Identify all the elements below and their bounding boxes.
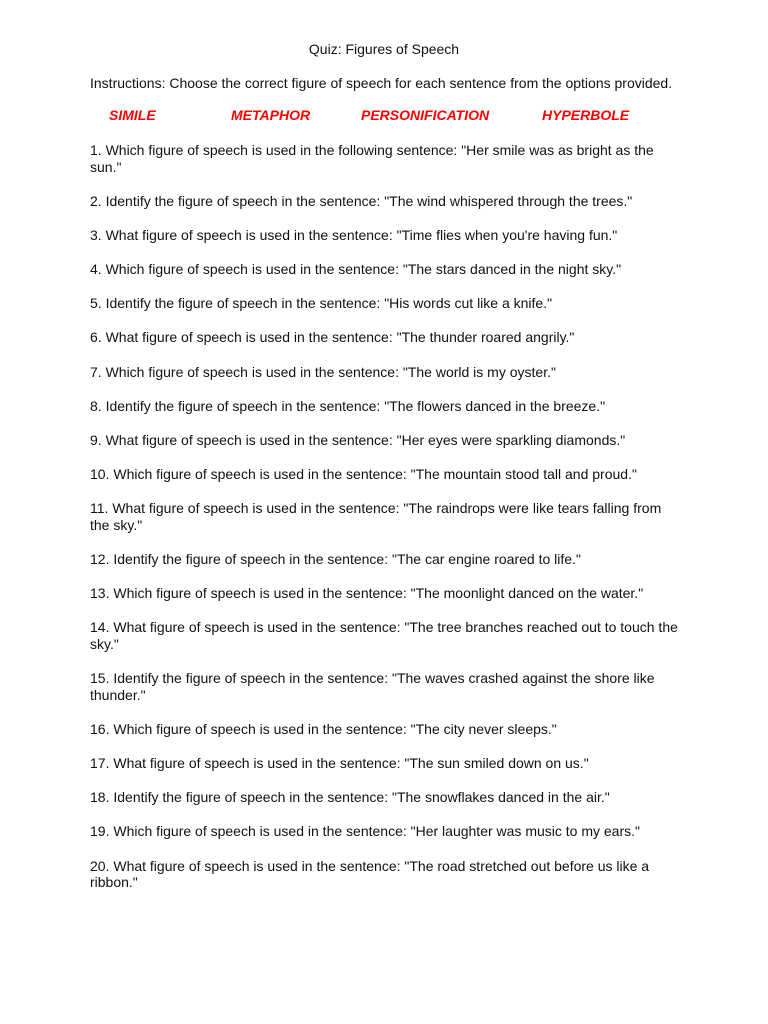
question-item: 5. Identify the figure of speech in the sentence: "His words cut like a knife.": [90, 295, 553, 312]
question-item: 11. What figure of speech is used in the sentence: "The raindrops were like tears falling from the sky.": [90, 500, 662, 533]
answer-options: [0, 107, 768, 123]
question-item: 3. What figure of speech is used in the sentence: "Time flies when you're having fun.": [90, 226, 618, 243]
page-title: Quiz: Figures of Speech: [308, 41, 460, 57]
instructions-text: Instructions: Choose the correct figure of speech for each sentence from the options provided.: [90, 75, 673, 91]
question-item: 15. Identify the figure of speech in the sentence: "The waves crashed against the shore like thunder.": [90, 670, 655, 703]
question-item: 16. Which figure of speech is used in the sentence: "The city never sleeps.": [90, 720, 557, 737]
question-item: 10. Which figure of speech is used in the sentence: "The mountain stood tall and proud.": [90, 466, 637, 483]
option-personification: PERSONIFICATION: [361, 107, 490, 123]
question-item: 19. Which figure of speech is used in the sentence: "Her laughter was music to my ears.": [90, 823, 640, 840]
question-list: [90, 142, 680, 908]
question-item: 14. What figure of speech is used in the sentence: "The tree branches reached out to touch the sky.": [90, 619, 678, 652]
option-metaphor: METAPHOR: [231, 107, 311, 123]
question-item: 4. Which figure of speech is used in the sentence: "The stars danced in the night sky.": [90, 261, 622, 278]
question-item: 13. Which figure of speech is used in the sentence: "The moonlight danced on the water.": [90, 585, 644, 602]
question-item: 18. Identify the figure of speech in the sentence: "The snowflakes danced in the air.": [90, 789, 610, 806]
question-item: 2. Identify the figure of speech in the sentence: "The wind whispered through the trees.": [90, 192, 633, 209]
question-item: 17. What figure of speech is used in the sentence: "The sun smiled down on us.": [90, 755, 589, 771]
question-item: 20. What figure of speech is used in the sentence: "The road stretched out before us like a ribbon.": [90, 857, 650, 891]
question-item: 7. Which figure of speech is used in the sentence: "The world is my oyster.": [90, 363, 556, 380]
question-item: 1. Which figure of speech is used in the following sentence: "Her smile was as bright as the sun.": [90, 142, 654, 175]
option-simile: SIMILE: [109, 107, 156, 123]
question-item: 8. Identify the figure of speech in the sentence: "The flowers danced in the breeze.": [90, 397, 606, 414]
question-item: 9. What figure of speech is used in the sentence: "Her eyes were sparkling diamonds.": [90, 432, 626, 448]
question-item: 12. Identify the figure of speech in the sentence: "The car engine roared to life.": [90, 551, 581, 568]
option-hyperbole: HYPERBOLE: [542, 107, 630, 123]
question-item: 6. What figure of speech is used in the sentence: "The thunder roared angrily.": [90, 329, 575, 346]
